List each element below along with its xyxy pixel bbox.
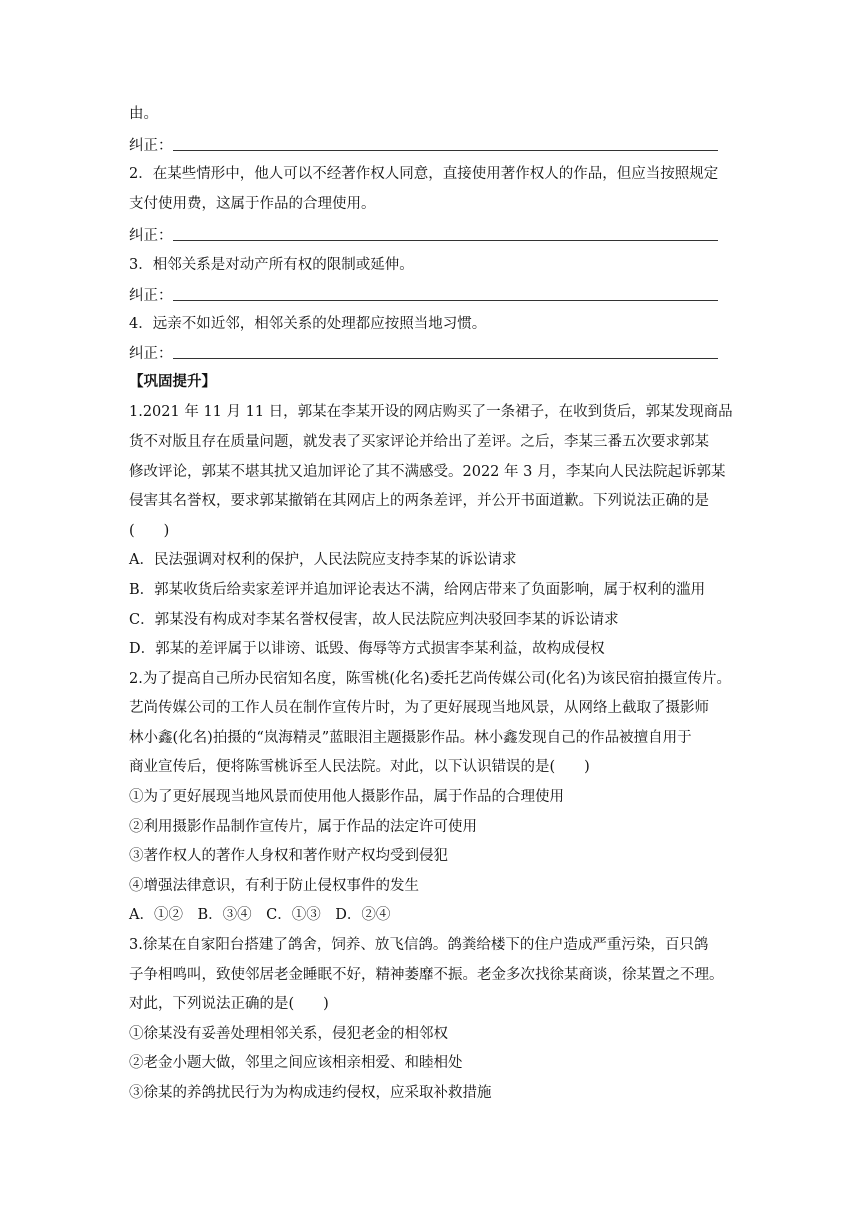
question-line: 4．远亲不如近邻，相邻关系的处理都应按照当地习惯。	[129, 316, 487, 332]
answer-line[interactable]	[173, 150, 718, 151]
exercise-line: 对此，下列说法正确的是( )	[129, 996, 329, 1012]
option-c: C．郭某没有构成对李某名誉权侵害，故人民法院应判决驳回李某的诉讼请求	[129, 612, 619, 628]
section-title: 【巩固提升】	[129, 373, 216, 390]
correction-label: 纠正：	[129, 138, 173, 154]
answer-line[interactable]	[173, 240, 718, 241]
exercise-line: 货不对版且存在质量问题，就发表了买家评论并给出了差评。之后，李某三番五次要求郭某	[129, 434, 709, 450]
statement-1: ①徐某没有妥善处理相邻关系，侵犯老金的相邻权	[129, 1026, 448, 1042]
exercise-line: 侵害其名誉权，要求郭某撤销在其网店上的两条差评，并公开书面道歉。下列说法正确的是	[129, 493, 709, 509]
exercise-line: 修改评论，郭某不堪其扰又追加评论了其不满感受。2022 年 3 月，李某向人民法院起诉郭某	[129, 464, 726, 480]
question-line: 支付使用费，这属于作品的合理使用。	[129, 196, 376, 212]
correction-label: 纠正：	[129, 288, 173, 304]
statement-3: ③徐某的养鸽扰民行为为构成违约侵权，应采取补救措施	[129, 1085, 492, 1101]
answer-choices: A．①② B．③④ C．①③ D．②④	[129, 907, 391, 923]
statement-2: ②老金小题大做，邻里之间应该相亲相爱、和睦相处	[129, 1055, 463, 1071]
exercise-line: 商业宣传后，便将陈雪桃诉至人民法院。对此，以下认识错误的是( )	[129, 759, 590, 775]
answer-bracket: ( )	[129, 523, 170, 539]
option-a: A．民法强调对权利的保护，人民法院应支持李某的诉讼请求	[129, 552, 517, 568]
exercise-line: 子争相鸣叫，致使邻居老金睡眠不好，精神萎靡不振。老金多次找徐某商谈，徐某置之不理。	[129, 967, 724, 983]
statement-4: ④增强法律意识，有利于防止侵权事件的发生	[129, 878, 419, 894]
question-line: 2．在某些情形中，他人可以不经著作权人同意，直接使用著作权人的作品，但应当按照规定	[129, 166, 719, 182]
question-line: 3．相邻关系是对动产所有权的限制或延伸。	[129, 257, 414, 273]
exercise-line: 3.徐某在自家阳台搭建了鸽舍，饲养、放飞信鸽。鸽粪给楼下的住户造成严重污染，百只鸽	[129, 937, 709, 953]
exercise-line: 林小鑫(化名)拍摄的“岚海精灵”蓝眼泪主题摄影作品。林小鑫发现自己的作品被擅自用于	[129, 730, 692, 746]
answer-line[interactable]	[173, 300, 718, 301]
exercise-line: 2.为了提高自己所办民宿知名度，陈雪桃(化名)委托艺尚传媒公司(化名)为该民宿拍摄宣传片。	[129, 671, 731, 687]
correction-label: 纠正：	[129, 346, 173, 362]
fragment-text: 由。	[129, 106, 158, 122]
answer-line[interactable]	[173, 358, 718, 359]
option-b: B．郭某收货后给卖家差评并追加评论表达不满，给网店带来了负面影响，属于权利的滥用	[129, 582, 706, 598]
correction-label: 纠正：	[129, 228, 173, 244]
option-d: D．郭某的差评属于以诽谤、诋毁、侮辱等方式损害李某利益，故构成侵权	[129, 641, 605, 657]
exercise-line: 1.2021 年 11 月 11 日，郭某在李某开设的网店购买了一条裙子，在收到货后，郭某发现商品	[129, 404, 733, 420]
statement-1: ①为了更好展现当地风景而使用他人摄影作品，属于作品的合理使用	[129, 789, 564, 805]
statement-2: ②利用摄影作品制作宣传片，属于作品的法定许可使用	[129, 819, 477, 835]
exercise-line: 艺尚传媒公司的工作人员在制作宣传片时，为了更好展现当地风景，从网络上截取了摄影师	[129, 700, 709, 716]
statement-3: ③著作权人的著作人身权和著作财产权均受到侵犯	[129, 848, 448, 864]
